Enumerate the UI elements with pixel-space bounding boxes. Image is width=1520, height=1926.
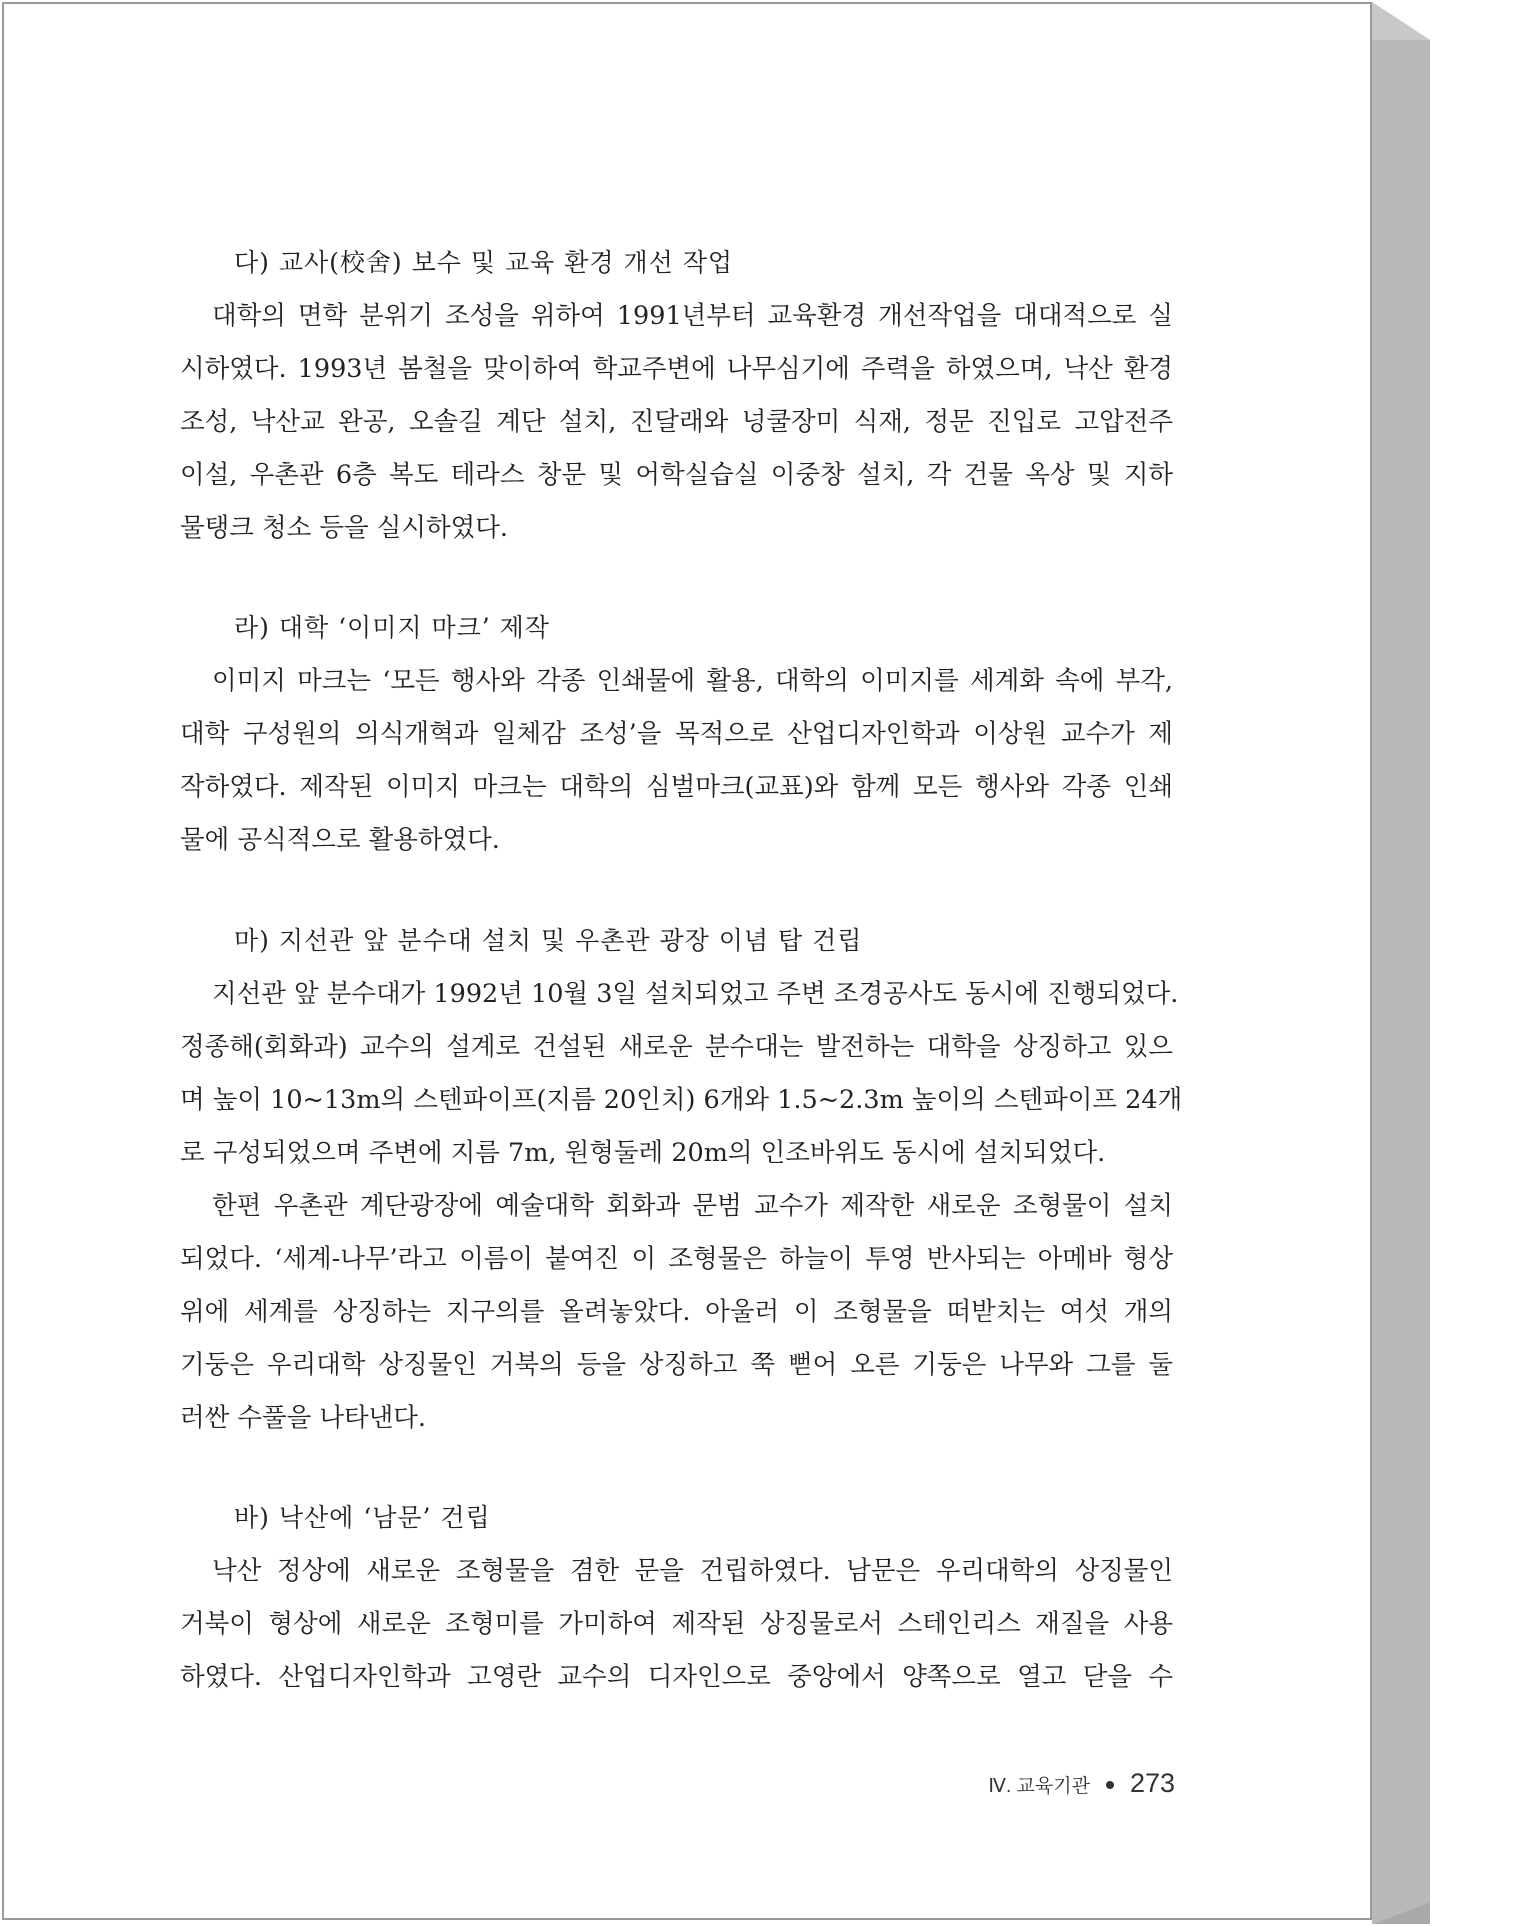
paragraph-line: 되었다. ‘세계-나무’라고 이름이 붙여진 이 조형물은 하늘이 투영 반사되는 아메바 형상 [180,1244,1173,1274]
paragraph-line: 로 구성되었으며 주변에 지름 7m, 원형둘레 20m의 인조바위도 동시에 설치되었다. [180,1138,1106,1168]
paragraph-line: 작하였다. 제작된 이미지 마크는 대학의 심벌마크(교표)와 함께 모든 행사와 각종 인쇄 [180,772,1173,802]
section-heading-classroom-repair: 다) 교사(校舍) 보수 및 교육 환경 개선 작업 [234,248,733,277]
paragraph-line: 한편 우촌관 계단광장에 예술대학 회화과 문범 교수가 제작한 새로운 조형물이 설치 [212,1191,1173,1221]
paragraph-line: 며 높이 10~13m의 스텐파이프(지름 20인치) 6개와 1.5~2.3m 높이의 스텐파이프 24개 [180,1085,1183,1115]
paragraph-line: 지선관 앞 분수대가 1992년 10월 3일 설치되었고 주변 조경공사도 동시에 진행되었다. [212,979,1179,1009]
paragraph-line: 기둥은 우리대학 상징물인 거북의 등을 상징하고 쭉 뻗어 오른 기둥은 나무와 그를 둘 [180,1350,1173,1380]
page-footer [960,1768,1175,1808]
footer-chapter-title: Ⅳ. 교육기관 [988,1776,1090,1797]
paragraph-line: 물탱크 청소 등을 실시하였다. [180,513,509,543]
page-edge-side [1372,2,1430,1924]
paragraph-line: 러싼 수풀을 나타낸다. [180,1403,427,1433]
paragraph-line: 정종해(회화과) 교수의 설계로 건설된 새로운 분수대는 발전하는 대학을 상징하고 있으 [180,1032,1173,1062]
paragraph-line: 물에 공식적으로 활용하였다. [180,825,500,855]
paragraph-line: 하였다. 산업디자인학과 고영란 교수의 디자인으로 중앙에서 양쪽으로 열고 닫을 수 [180,1662,1173,1692]
paragraph-line: 이설, 우촌관 6층 복도 테라스 창문 및 어학실습실 이중창 설치, 각 건물 옥상 및 지하 [180,460,1173,490]
section-heading-fountain: 마) 지선관 앞 분수대 설치 및 우촌관 광장 이념 탑 건립 [234,926,863,955]
paragraph-line: 조성, 낙산교 완공, 오솔길 계단 설치, 진달래와 넝쿨장미 식재, 정문 진입로 고압전주 [180,407,1173,437]
bullet-dot-icon [1106,1781,1114,1789]
page-edge-top [1372,2,1430,40]
paragraph-line: 위에 세계를 상징하는 지구의를 올려놓았다. 아울러 이 조형물을 떠받치는 여섯 개의 [180,1297,1173,1327]
paragraph-line: 대학 구성원의 의식개혁과 일체감 조성’을 목적으로 산업디자인학과 이상원 교수가 제 [180,719,1173,749]
paragraph-line: 낙산 정상에 새로운 조형물을 겸한 문을 건립하였다. 남문은 우리대학의 상징물인 [212,1556,1173,1586]
paragraph-line: 대학의 면학 분위기 조성을 위하여 1991년부터 교육환경 개선작업을 대대적으로 실 [212,301,1173,331]
section-heading-image-mark: 라) 대학 ‘이미지 마크’ 제작 [234,613,550,642]
section-heading-south-gate: 바) 낙산에 ‘남문’ 건립 [234,1503,491,1532]
paragraph-line: 거북이 형상에 새로운 조형미를 가미하여 제작된 상징물로서 스테인리스 재질을 사용 [180,1609,1173,1639]
paragraph-line: 시하였다. 1993년 봄철을 맞이하여 학교주변에 나무심기에 주력을 하였으며, 낙산 환경 [180,354,1173,384]
paragraph-line: 이미지 마크는 ‘모든 행사와 각종 인쇄물에 활용, 대학의 이미지를 세계화 속에 부각, [212,666,1173,696]
page-number: 273 [1129,1768,1175,1798]
